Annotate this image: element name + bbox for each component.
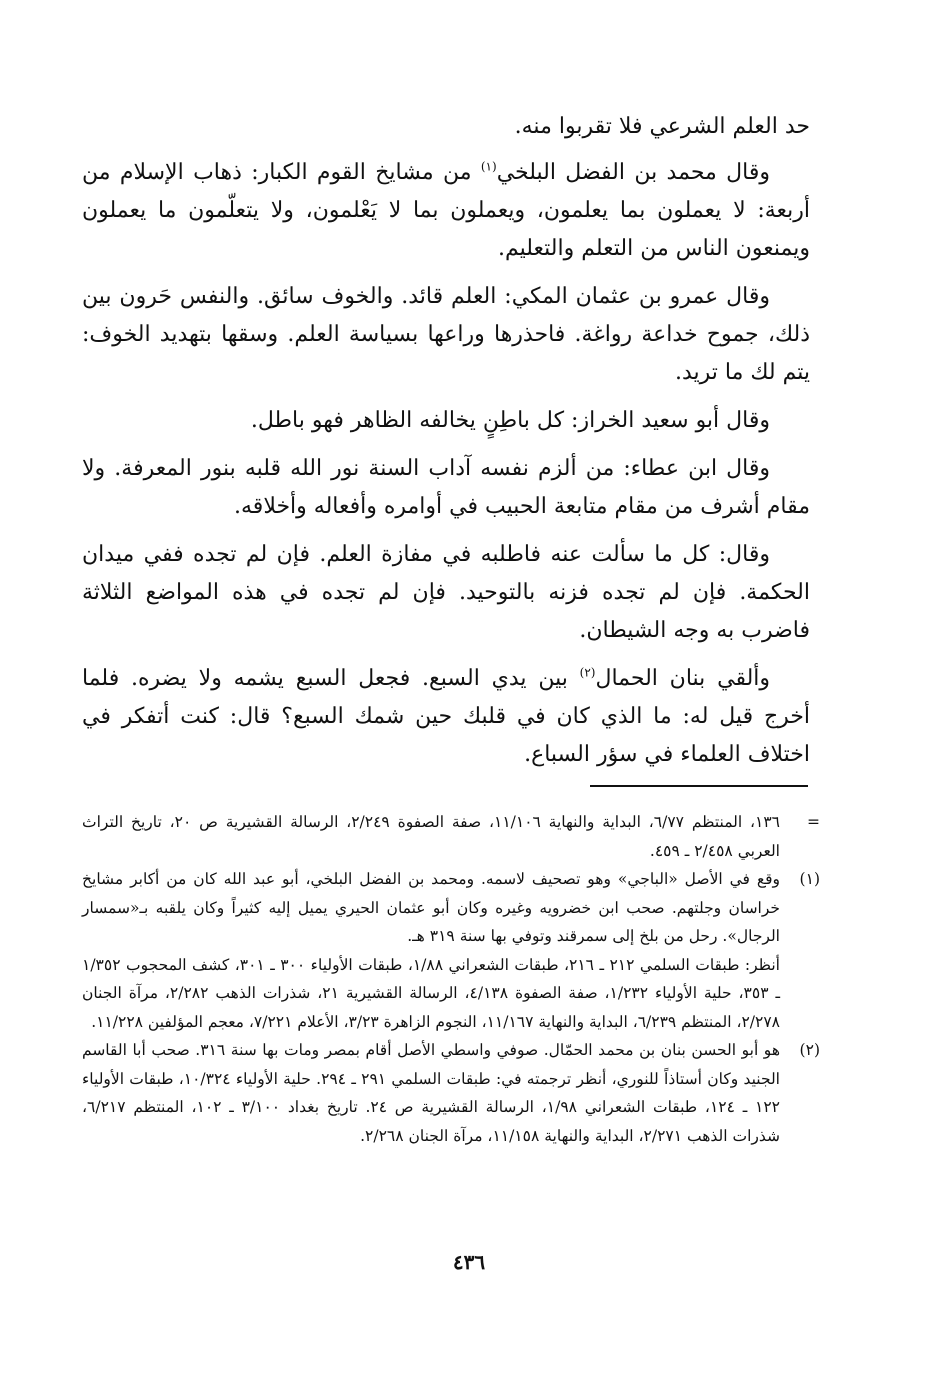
main-text (82, 108, 810, 784)
footnote-1-body (82, 865, 780, 1036)
paragraph-bunan-start: وألقي بنان الحمال (595, 666, 771, 691)
footnote-continued (82, 808, 820, 865)
footnote-2-text: هو أبو الحسن بنان بن محمد الحمّال. صوفي واسطي الأصل أقام بمصر ومات بها سنة ٣١٦. صحب أبا القاسم الجنيد وكان أستاذاً للنوري، أنظر ترجمته في: طبقات السلمي ٢٩١ ـ ٢٩٤. حلية الأولياء ١٠/٣٢٤، طبقات الأولياء ١٢٢ ـ ١٢٤، طبقات الشعراني ١/٩٨، الرسالة القشيرية ص ٢٤. تاريخ بغداد ٣/١٠٠ ـ ١٠٢، المنتظم ٦/٢١٧، شذرات الذهب ٢/٢٧١، البداية والنهاية ١١/١٥٨، مرآة الجنان ٢/٢٦٨. (82, 1041, 781, 1145)
footnote-continued-text: ١٣٦، المنتظم ٦/٧٧، البداية والنهاية ١١/١٠٦، صفة الصفوة ٢/٢٤٩، الرسالة القشيرية ص ٢٠، تاريخ التراث العربي ٢/٤٥٨ ـ ٤٥٩. (82, 813, 781, 860)
footnote-continued-body (82, 808, 780, 865)
paragraph-balkhi-rest: من مشايخ القوم الكبار: ذهاب الإسلام من أربعة: لا يعملون بما يعلمون، ويعملون بما لا يَعْلمون، ولا يتعلّمون ما يعملون ويمنعون الناس من التعلم والتعليم. (82, 160, 810, 261)
paragraph-balkhi (82, 154, 810, 268)
paragraph-kharraz: وقال أبو سعيد الخراز: كل باطِنٍ يخالفه الظاهر فهو باطل. (250, 408, 770, 433)
footnote-2-body (82, 1036, 780, 1150)
paragraph-bunan (82, 660, 810, 774)
paragraph-ibn-ata: وقال ابن عطاء: من ألزم نفسه آداب السنة نور الله قلبه بنور المعرفة. ولا مقام أشرف من مقام متابعة الحبيب في أوامره وأفعاله وأخلاقه. (82, 456, 810, 519)
footnote-reference-2[interactable]: (٢) (579, 665, 596, 680)
footnote-1-text: وقع في الأصل «الباجي» وهو تصحيف لاسمه. ومحمد بن الفضل البلخي، أبو عبد الله كان من أكابر مشايخ خراسان وجلتهم. صحب ابن خضرويه وغيره وكان أبو عثمان الحيري يميل إليه كثيراً وكان يلقبه بـ«سمسار الرجال». رحل من بلخ إلى سمرقند وتوفي بها سنة ٣١٩ هـ. (82, 870, 780, 945)
footnote-reference-1[interactable]: (١) (480, 159, 497, 174)
footnote-2 (82, 1036, 820, 1150)
paragraph-ibn-ata-continued: وقال: كل ما سألت عنه فاطلبه في مفازة العلم. فإن لم تجده ففي ميدان الحكمة. فإن لم تجده فزنه بالتوحيد. فإن لم تجده في هذه المواضع الثلاثة فاضرب به وجه الشيطان. (82, 542, 810, 643)
footnote-2-marker: (٢) (799, 1041, 820, 1059)
paragraph-makki: وقال عمرو بن عثمان المكي: العلم قائد. والخوف سائق. والنفس حَرون بين ذلك، جموح خداعة رواغة. فاحذرها وراعها بسياسة العلم. وسقها بتهديد الخوف: يتم لك ما تريد. (82, 284, 810, 385)
footnote-1-sources: أنظر: طبقات السلمي ٢١٢ ـ ٢١٦، طبقات الشعراني ١/٨٨، طبقات الأولياء ٣٠٠ ـ ٣٠١، كشف المحجوب ١/٣٥٢ ـ ٣٥٣، حلية الأولياء ١/٢٣٢، صفة الصفوة ٤/١٣٨، الرسالة القشيرية ٢١، شذرات الذهب ٢/٢٨٢، مرآة الجنان ٢/٢٧٨، المنتظم ٦/٢٣٩، البداية والنهاية ١١/١٦٧، النجوم الزاهرة ٣/٢٣، الأعلام ٧/٢٢١، معجم المؤلفين ١١/٢٢٨. (82, 955, 780, 1031)
paragraph-continuation: حد العلم الشرعي فلا تقربوا منه. (514, 114, 810, 139)
paragraph-bunan-rest: بين يدي السبع. فجعل السبع يشمه ولا يضره. فلما أخرج قيل له: ما الذي كان في قلبك حين شمك السبع؟ قال: كنت أتفكر في اختلاف العلماء في سؤر السباع. (82, 666, 810, 767)
footnote-continued-marker: = (807, 813, 820, 831)
footnotes (82, 808, 820, 1150)
footnote-divider (590, 785, 808, 787)
page-number: ٤٣٦ (452, 1250, 486, 1274)
paragraph-balkhi-start: وقال محمد بن الفضل البلخي (496, 160, 770, 185)
footnote-1-marker: (١) (799, 870, 820, 888)
footnote-1 (82, 865, 820, 1036)
